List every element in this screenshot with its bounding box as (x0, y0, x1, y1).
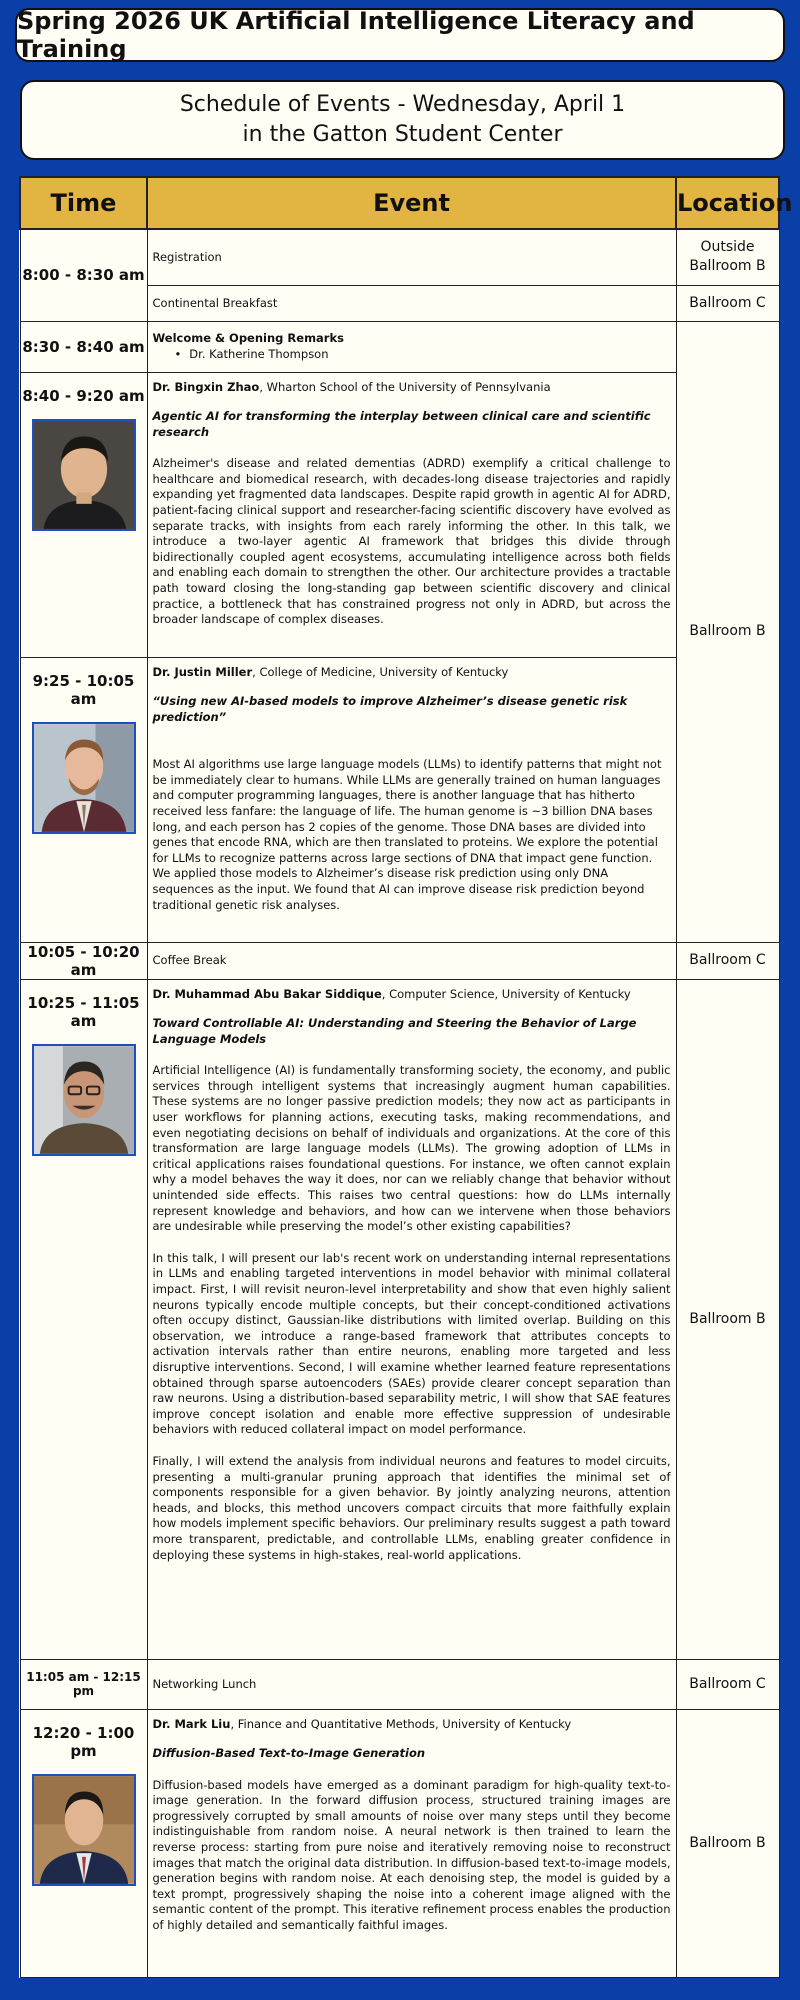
speaker-affiliation: , Wharton School of the University of Pennsylvania (259, 379, 551, 394)
location-cell: Ballroom B (676, 321, 779, 942)
column-header-time: Time (20, 177, 147, 229)
event-title: Welcome & Opening Remarks (152, 331, 344, 346)
table-row (20, 229, 779, 285)
time-text: 8:40 - 9:20 am (22, 386, 145, 405)
talk-title: Diffusion-Based Text-to-Image Generation (152, 1746, 426, 1761)
event-cell: Coffee Break (147, 942, 676, 979)
event-cell: Continental Breakfast (147, 285, 676, 321)
speaker-line (153, 665, 671, 681)
speaker-line (153, 380, 671, 396)
table-row (20, 657, 779, 942)
speaker-line (153, 1717, 671, 1733)
schedule-subtitle (20, 80, 785, 160)
location-cell: Ballroom B (676, 1709, 779, 1977)
location-cell: Ballroom B (676, 979, 779, 1659)
table-row (20, 1659, 779, 1709)
speaker-affiliation: , Finance and Quantitative Methods, University of Kentucky (230, 1716, 572, 1731)
event-cell (147, 321, 676, 372)
talk-abstract-part-2: In this talk, I will present our lab's recent work on understanding internal representations in LLMs and enabling targeted interventions in model behavior with minimal collateral impact. First, I will revisit neuron-level interpretability and show that even highly salient neurons typically encode multiple concepts, but their concept-conditioned activations often occupy distinct, Gaussian-like distributions with limited overlap. Building on this observation, we introduce a range-based framework that attributes concepts to activation intervals rather than entire neurons, enabling more targeted and less disruptive interventions. Second, I will examine whether learned feature representations obtained through sparse autoencoders (SAEs) provide clearer concept separation than raw neurons. Using a distribution-based separability metric, I will show that SAE features improve concept isolation and enable more effective suppression of undesirable behaviors with reduced collateral impact on model performance. (152, 1250, 671, 1437)
time-cell: 8:00 - 8:30 am (20, 229, 147, 321)
talk-title: “Using new AI-based models to improve Alzheimer’s disease genetic risk prediction” (152, 694, 628, 724)
page-title-text: Spring 2026 UK Artificial Intelligence Literacy and Training (17, 7, 695, 63)
event-cell (147, 657, 676, 942)
schedule-table (19, 176, 793, 1978)
event-cell (147, 1709, 676, 1977)
table-row (20, 1709, 779, 1977)
page-title (15, 8, 785, 62)
speaker-name: Dr. Bingxin Zhao (152, 379, 260, 394)
column-header-location: Location (676, 177, 779, 229)
event-cell: Networking Lunch (147, 1659, 676, 1709)
speaker-photo-liu (32, 1774, 136, 1886)
event-cell (147, 979, 676, 1659)
talk-abstract: Alzheimer's disease and related dementias (ADRD) exemplify a critical challenge to healthcare and biomedical research, with decades-long disease trajectories and rapidly expanding yet fragmented data landscapes. Despite rapid growth in agentic AI for ADRD, patient-facing clinical support and researcher-facing scientific discovery have evolved as separate tracks, with insights from each rarely informing the other. In this talk, we introduce a two-layer agentic AI framework that bridges this divide through bidirectionally coupled agent ecosystems, accumulating intelligence across both fields and enabling each domain to strengthen the other. Our architecture provides a tractable path toward closing the long-standing gap between scientific discovery and clinical practice, a bottleneck that has constrained progress not only in ADRD, but across the broader landscape of complex diseases. (152, 456, 671, 627)
speaker-name: Dr. Muhammad Abu Bakar Siddique (152, 986, 382, 1001)
talk-abstract-part-1: Artificial Intelligence (AI) is fundamentally transforming society, the economy, and public services through intelligent systems that increasingly augment human capabilities. These systems are no longer passive prediction models; they now act as participants in user workflows for planning actions, executing tasks, making recommendations, and even negotiating decisions on behalf of individuals and organizations. At the core of this transformation are large language models (LLMs). The growing adoption of LLMs in critical applications raises foundational questions. For instance, we often cannot explain why a model behaves the way it does, nor can we reliably change that behavior without unintended side effects. This raises two central questions: how do LLMs internally represent knowledge and behaviors, and how can we intervene when those behaviors are undesirable while preserving the model’s other existing capabilities? (152, 1063, 671, 1234)
location-cell: Ballroom C (676, 942, 779, 979)
time-text: 10:25 - 11:05 am (27, 993, 140, 1030)
speaker-line (153, 987, 671, 1003)
location-cell (676, 229, 779, 285)
speaker-affiliation: , College of Medicine, University of Kentucky (252, 664, 509, 679)
event-cell: Registration (147, 229, 676, 285)
portrait-image (34, 724, 134, 832)
time-text: 12:20 - 1:00 pm (32, 1723, 135, 1760)
event-cell (147, 372, 676, 657)
time-cell (20, 1709, 147, 1977)
speaker-name: Dr. Mark Liu (152, 1716, 231, 1731)
time-cell (20, 372, 147, 657)
table-row (20, 321, 779, 372)
time-cell (20, 657, 147, 942)
portrait-image (34, 1046, 134, 1154)
location-text: Outside Ballroom B (689, 239, 766, 275)
table-header-row (20, 177, 779, 229)
speaker-affiliation: , Computer Science, University of Kentucky (381, 986, 631, 1001)
speaker-bullet: • Dr. Katherine Thompson (175, 347, 671, 363)
speaker-photo-siddique (32, 1044, 136, 1156)
talk-abstract: Diffusion-based models have emerged as a dominant paradigm for high-quality text-to-image generation. In the forward diffusion process, structured training images are progressively corrupted by small amounts of noise over many steps until they become indistinguishable from random noise. A neural network is then trained to learn the reverse process: starting from pure noise and iteratively removing noise to reconstruct images that match the original data distribution. In diffusion-based text-to-image models, generation begins with random noise. At each denoising step, the model is guided by a text prompt, progressively shaping the noise into a coherent image aligned with the semantic content of the prompt. This iterative refinement process enables the production of highly detailed and semantically faithful images. (152, 1777, 671, 1933)
portrait-image (34, 421, 134, 529)
talk-title: Agentic AI for transforming the interplay between clinical care and scientific research (152, 409, 651, 439)
table-row (20, 372, 779, 657)
table-row (20, 942, 779, 979)
location-cell: Ballroom C (676, 1659, 779, 1709)
time-cell: 8:30 - 8:40 am (20, 321, 147, 372)
subtitle-line-1: Schedule of Events - Wednesday, April 1 (179, 92, 626, 117)
speaker-photo-miller (32, 722, 136, 834)
talk-title: Toward Controllable AI: Understanding and Steering the Behavior of Large Language Models (152, 1016, 637, 1046)
talk-abstract: Most AI algorithms use large language models (LLMs) to identify patterns that might not be immediately clear to humans. While LLMs are generally trained on human languages and computer programming languages, there is another language that has hitherto received less fanfare: the language of life. The human genome is ~3 billion DNA bases long, and each person has 2 copies of the genome. Those DNA bases are divided into genes that encode RNA, which are then translated to proteins. We explore the potential for LLMs to recognize patterns across large sections of DNA that impact gene function. We applied those models to Alzheimer’s disease risk prediction using only DNA sequences as the input. We found that AI can improve disease risk prediction beyond traditional genetic risk analyses. (152, 757, 662, 912)
time-cell: 11:05 am - 12:15 pm (20, 1659, 147, 1709)
time-cell (20, 979, 147, 1659)
location-cell: Ballroom C (676, 285, 779, 321)
time-text: 9:25 - 10:05 am (32, 671, 135, 708)
column-header-event: Event (147, 177, 676, 229)
speaker-name: Dr. Justin Miller (152, 664, 253, 679)
table-row (20, 979, 779, 1659)
speaker-photo-zhao (32, 419, 136, 531)
time-cell: 10:05 - 10:20 am (20, 942, 147, 979)
subtitle-line-2: in the Gatton Student Center (242, 122, 563, 147)
portrait-image (34, 1776, 134, 1884)
talk-abstract-part-3: Finally, I will extend the analysis from individual neurons and features to model circuits, presenting a multi-granular pruning approach that identifies the minimal set of components responsible for a given behavior. By jointly analyzing neurons, attention heads, and blocks, this method uncovers compact circuits that more faithfully explain how models implement specific behaviors. Our preliminary results suggest a path toward more transparent, predictable, and controllable LLMs, enabling greater confidence in deploying these systems in high-stakes, real-world applications. (152, 1453, 671, 1562)
